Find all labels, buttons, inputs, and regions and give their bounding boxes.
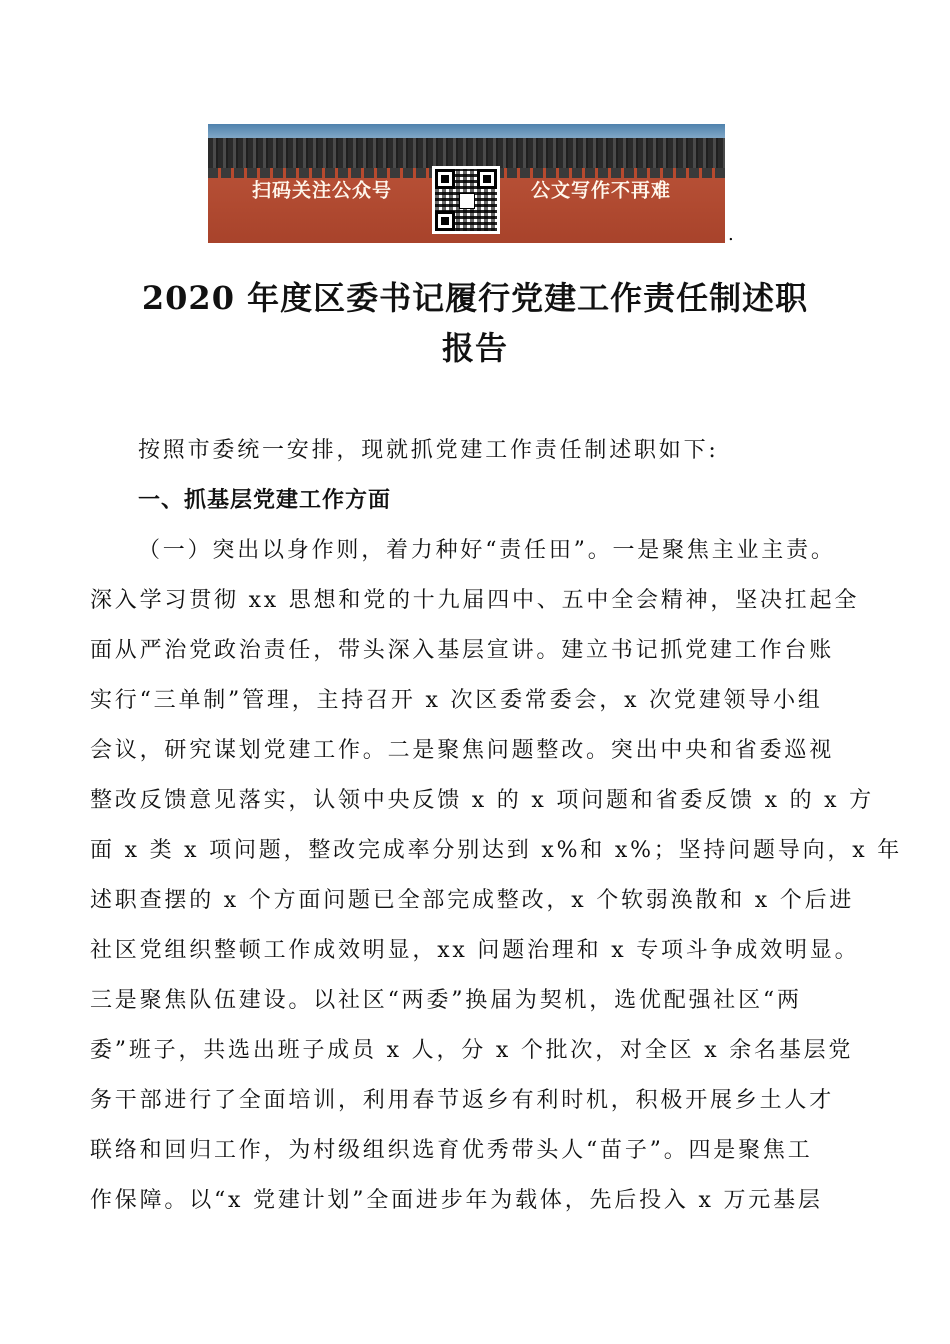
document-title-line-2: 报告 bbox=[441, 329, 508, 367]
body-line: 述职查摆的 x 个方面问题已全部完成整改，x 个软弱涣散和 x 个后进 bbox=[90, 888, 855, 913]
body-line: 联络和回归工作，为村级组织选育优秀带头人“苗子”。四是聚焦工 bbox=[90, 1138, 813, 1163]
body-line: 实行“三单制”管理，主持召开 x 次区委常委会，x 次党建领导小组 bbox=[90, 688, 823, 713]
qr-finder-top-right bbox=[477, 169, 497, 189]
banner-follow-text: 扫码关注公众号 bbox=[252, 179, 393, 202]
body-line: 会议，研究谋划党建工作。二是聚焦问题整改。突出中央和省委巡视 bbox=[90, 738, 835, 763]
body-line: 面从严治党政治责任，带头深入基层宣讲。建立书记抓党建工作台账 bbox=[90, 638, 835, 663]
section-heading: 一、抓基层党建工作方面 bbox=[138, 488, 392, 513]
body-line: 深入学习贯彻 xx 思想和党的十九届四中、五中全会精神，坚决扛起全 bbox=[90, 588, 860, 613]
body-line: 作保障。以“x 党建计划”全面进步年为载体，先后投入 x 万元基层 bbox=[90, 1188, 823, 1213]
body-line: （一）突出以身作则，着力种好“责任田”。一是聚焦主业主责。 bbox=[138, 538, 836, 563]
body-line: 面 x 类 x 项问题，整改完成率分别达到 x%和 x%；坚持问题导向，x 年 bbox=[90, 838, 902, 863]
stray-period-mark: . bbox=[728, 224, 734, 245]
banner-slogan-text: 公文写作不再难 bbox=[531, 179, 672, 202]
qr-finder-top-left bbox=[435, 169, 455, 189]
body-line: 社区党组织整顿工作成效明显，xx 问题治理和 x 专项斗争成效明显。 bbox=[90, 938, 860, 963]
body-line: 三是聚焦队伍建设。以社区“两委”换届为契机，选优配强社区“两 bbox=[90, 988, 802, 1013]
body-line: 整改反馈意见落实，认领中央反馈 x 的 x 项问题和省委反馈 x 的 x 方 bbox=[90, 788, 874, 813]
document-title-line-1: 2020 年度区委书记履行党建工作责任制述职 bbox=[141, 279, 809, 317]
qr-center-logo bbox=[459, 193, 475, 209]
qr-code-icon[interactable] bbox=[432, 166, 500, 234]
body-line: 委”班子，共选出班子成员 x 人，分 x 个批次，对全区 x 余名基层党 bbox=[90, 1038, 854, 1063]
intro-paragraph: 按照市委统一安排，现就抓党建工作责任制述职如下: bbox=[138, 438, 719, 463]
qr-finder-bottom-left bbox=[435, 211, 455, 231]
body-line: 务干部进行了全面培训，利用春节返乡有利时机，积极开展乡土人才 bbox=[90, 1088, 835, 1113]
